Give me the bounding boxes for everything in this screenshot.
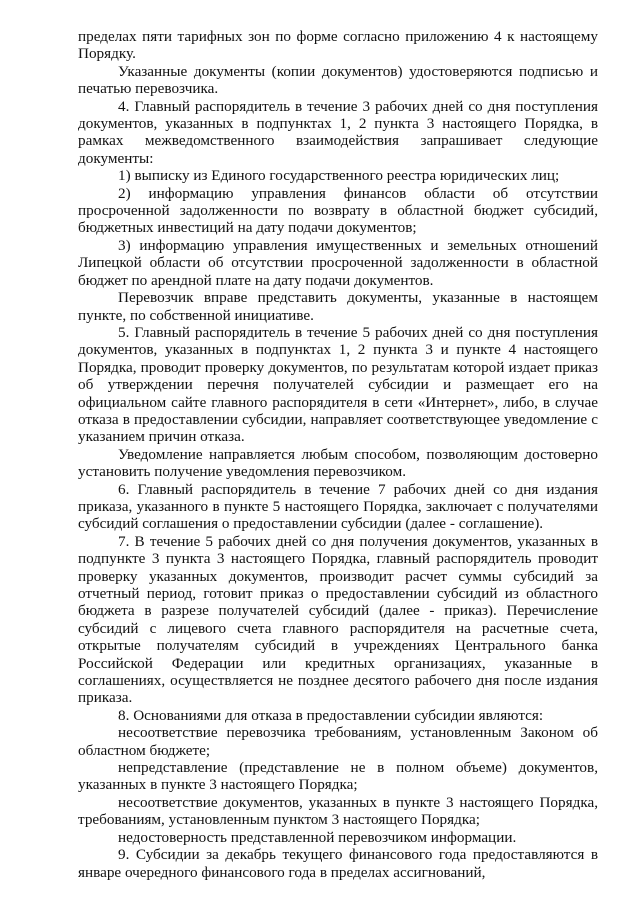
paragraph-documents-certification: Указанные документы (копии документов) удостоверяются подписью и печатью перевозчика. [78, 62, 598, 98]
paragraph-refusal-reason-3: несоответствие документов, указанных в пункте 3 настоящего Порядка, требованиям, установленным пунктом 3 настоящего Порядка; [78, 793, 598, 829]
paragraph-subitem-3: 3) информацию управления имущественных и земельных отношений Липецкой области об отсутствии просроченной задолженности в областной бюджет по арендной плате на дату подачи документов. [78, 236, 598, 289]
paragraph-item-7: 7. В течение 5 рабочих дней со дня получения документов, указанных в подпункте 3 пункта 3 настоящего Порядка, главный распорядитель проводит проверку указанных документов, производит расчет суммы субсидий за отчетный период, готовит приказ о предоставлении субсидий из областного бюджета в разрезе получателей субсидий (далее - приказ). Перечисление субсидий с лицевого счета главного распорядителя на расчетные счета, открытые получателям субсидий в учреждениях Центрального банка Российской Федерации или кредитных организациях, указанные в соглашениях, осуществляется не позднее десятого рабочего дня после издания приказа. [78, 532, 598, 707]
paragraph-continuation: пределах пяти тарифных зон по форме согласно приложению 4 к настоящему Порядку. [78, 28, 598, 63]
paragraph-subitem-2: 2) информацию управления финансов области об отсутствии просроченной задолженности по возврату в областной бюджет субсидий, бюджетных инвестиций на дату подачи документов; [78, 184, 598, 237]
paragraph-item-6: 6. Главный распорядитель в течение 7 рабочих дней со дня издания приказа, указанного в пункте 5 настоящего Порядка, заключает с получателями субсидий соглашения о предоставлении субсидии (далее - соглашение). [78, 480, 598, 533]
paragraph-item-9: 9. Субсидии за декабрь текущего финансового года предоставляются в январе очередного финансового года в пределах ассигнований, [78, 846, 598, 881]
paragraph-refusal-reason-4: недостоверность представленной перевозчиком информации. [118, 828, 517, 846]
paragraph-own-initiative: Перевозчик вправе представить документы, указанные в настоящем пункте, по собственной инициативе. [78, 289, 598, 324]
paragraph-item-4: 4. Главный распорядитель в течение 3 рабочих дней со дня поступления документов, указанных в подпунктах 1, 2 пункта 3 настоящего Порядка, в рамках межведомственного взаимодействия запрашивает следующие документы: [78, 97, 598, 167]
paragraph-notification: Уведомление направляется любым способом, позволяющим достоверно установить получение уведомления перевозчиком. [78, 445, 598, 481]
paragraph-item-8: 8. Основаниями для отказа в предоставлении субсидии являются: [118, 706, 544, 724]
paragraph-item-5: 5. Главный распорядитель в течение 5 рабочих дней со дня поступления документов, указанных в подпунктах 1, 2 пункта 3 и пункте 4 настоящего Порядка, проводит проверку документов, по результатам которой издает приказ об утверждении перечня получателей субсидии и размещает его на официальном сайте главного распорядителя в сети «Интернет», либо, в случае отказа в предоставлении субсидии, направляет соответствующее уведомление с указанием причин отказа. [78, 323, 598, 446]
paragraph-subitem-1: 1) выписку из Единого государственного реестра юридических лиц; [118, 167, 560, 185]
paragraph-refusal-reason-2: непредставление (представление не в полном объеме) документов, указанных в пункте 3 настоящего Порядка; [78, 759, 598, 794]
document-page [78, 28, 598, 881]
paragraph-refusal-reason-1: несоответствие перевозчика требованиям, установленным Законом об областном бюджете; [78, 724, 598, 759]
